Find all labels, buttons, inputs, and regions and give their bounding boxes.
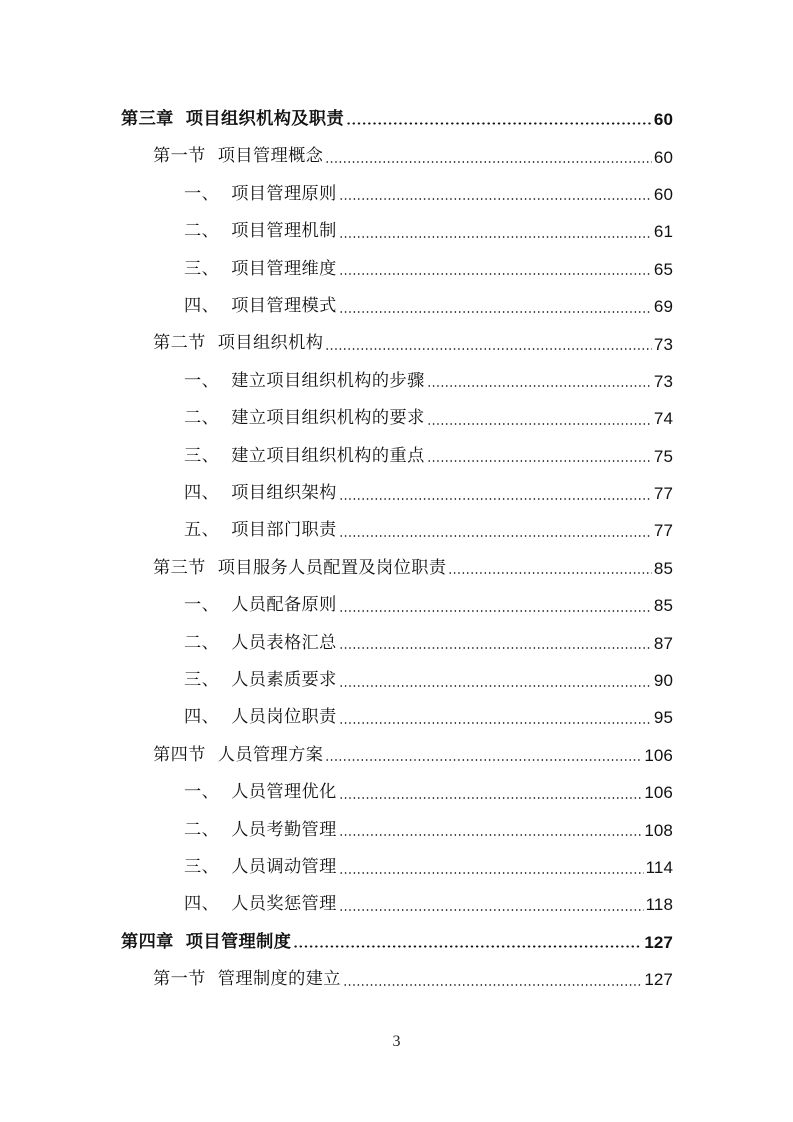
- toc-entry-page: 95: [653, 708, 673, 728]
- toc-entry-page: 75: [653, 446, 673, 466]
- toc-entry-page: 85: [653, 596, 673, 616]
- toc-entry-prefix: 三、: [184, 669, 220, 690]
- toc-dot-leader: [339, 311, 652, 313]
- toc-entry[interactable]: [121, 924, 673, 961]
- toc-entry-page: 118: [645, 895, 673, 915]
- toc-entry-text: [121, 111, 344, 128]
- toc-entry-title: 人员管理方案: [217, 744, 324, 765]
- toc-entry-text: [184, 632, 337, 653]
- toc-entry-text: [184, 784, 337, 801]
- toc-entry-page: 73: [653, 334, 673, 354]
- toc-entry-title: 人员管理优化: [231, 782, 337, 803]
- toc-entry-title: 项目部门职责: [231, 520, 337, 541]
- toc-dot-leader: [339, 647, 652, 649]
- toc-entry-text: [184, 522, 337, 539]
- toc-entry-prefix: 第一节: [153, 969, 206, 990]
- toc-dot-leader: [339, 236, 652, 238]
- toc-dot-leader: [339, 273, 652, 275]
- toc-dot-leader: [339, 872, 644, 874]
- toc-entry[interactable]: [121, 213, 673, 250]
- toc-entry-prefix: 第四章: [121, 931, 174, 952]
- toc-entry[interactable]: [121, 886, 673, 923]
- toc-dot-leader: [293, 945, 642, 948]
- toc-entry[interactable]: [121, 138, 673, 175]
- toc-entry-title: 项目服务人员配置及岗位职责: [217, 557, 447, 578]
- toc-entry-page: 127: [644, 932, 673, 952]
- toc-dot-leader: [427, 460, 652, 462]
- toc-entry[interactable]: [121, 624, 673, 661]
- toc-entry-page: 74: [653, 409, 673, 429]
- toc-dot-leader: [339, 498, 652, 500]
- toc-entry-prefix: 四、: [184, 483, 220, 503]
- toc-dot-leader: [343, 984, 642, 986]
- toc-entry-page: 77: [653, 484, 673, 504]
- toc-entry-text: [184, 819, 337, 840]
- page-number: 3: [392, 1033, 401, 1050]
- toc-dot-leader: [339, 909, 644, 911]
- toc-entry-title: 人员考勤管理: [231, 819, 337, 840]
- toc-entry-page: 60: [653, 147, 673, 167]
- toc-entry-title: 项目组织机构及职责: [185, 109, 345, 130]
- toc-entry-title: 项目组织机构: [217, 333, 324, 354]
- toc-entry[interactable]: [121, 662, 673, 699]
- toc-entry[interactable]: [121, 400, 673, 437]
- toc-entry-prefix: 第一节: [153, 146, 206, 167]
- toc-dot-leader: [339, 797, 643, 799]
- toc-entry-page: 77: [653, 521, 673, 541]
- toc-entry-text: [184, 223, 337, 240]
- toc-entry-prefix: 二、: [184, 819, 220, 840]
- toc-entry[interactable]: [121, 737, 673, 774]
- toc-dot-leader: [346, 122, 652, 125]
- toc-entry-title: 项目管理机制: [231, 221, 337, 242]
- toc-entry[interactable]: [121, 849, 673, 886]
- toc-dot-leader: [339, 535, 652, 537]
- toc-entry-page: 106: [644, 783, 673, 803]
- toc-entry-prefix: 二、: [184, 408, 220, 429]
- toc-entry-page: 108: [644, 820, 673, 840]
- toc-entry-title: 人员调动管理: [231, 856, 337, 877]
- toc-entry-page: 65: [653, 259, 673, 279]
- toc-entry-title: 项目管理原则: [231, 183, 337, 204]
- toc-entry-page: 85: [653, 558, 673, 578]
- toc-entry[interactable]: [121, 961, 673, 998]
- toc-entry-title: 项目管理模式: [231, 296, 337, 317]
- toc-entry-text: [184, 669, 337, 690]
- toc-entry-title: 人员素质要求: [231, 669, 337, 690]
- toc-entry-text: [184, 709, 337, 726]
- toc-entry-text: [184, 597, 337, 614]
- toc-entry[interactable]: [121, 288, 673, 325]
- toc-entry[interactable]: [121, 475, 673, 512]
- toc-entry-text: [153, 148, 323, 165]
- toc-entry-text: [184, 445, 425, 466]
- toc-entry-title: 人员配备原则: [231, 595, 337, 616]
- toc-entry-text: [184, 856, 337, 877]
- toc-entry-page: 73: [653, 371, 673, 391]
- toc-entry-text: [184, 258, 337, 279]
- toc-dot-leader: [339, 198, 652, 200]
- toc-dot-leader: [325, 759, 642, 761]
- toc-entry-text: [153, 744, 324, 765]
- toc-dot-leader: [448, 572, 651, 574]
- toc-entry[interactable]: [121, 325, 673, 362]
- toc-entry-prefix: 一、: [184, 370, 220, 391]
- toc-entry-text: [184, 298, 337, 315]
- toc-entry-prefix: 三、: [184, 445, 220, 466]
- toc-entry-title: 项目管理制度: [185, 931, 292, 952]
- toc-dot-leader: [339, 834, 643, 836]
- toc-entry-prefix: 一、: [184, 183, 220, 204]
- toc-entry-title: 人员表格汇总: [231, 632, 337, 653]
- toc-entry-title: 人员奖惩管理: [231, 894, 337, 915]
- toc-entry-text: [153, 335, 323, 352]
- toc-entry-prefix: 第四节: [153, 744, 206, 765]
- toc-entry-prefix: 三、: [184, 856, 220, 877]
- toc-entry-title: 建立项目组织机构的要求: [231, 408, 425, 429]
- toc-entry[interactable]: [121, 699, 673, 736]
- toc-entry-prefix: 五、: [184, 520, 220, 541]
- toc-entry-prefix: 三、: [184, 258, 220, 279]
- toc-entry-page: 114: [645, 858, 673, 877]
- toc-entry-title: 建立项目组织机构的重点: [231, 445, 425, 466]
- toc-entry-text: [121, 931, 292, 952]
- toc-entry-prefix: 第三节: [153, 557, 206, 578]
- toc-entry-text: [184, 896, 337, 913]
- toc-entry-page: 60: [653, 110, 673, 130]
- toc-dot-leader: [427, 385, 652, 387]
- toc-entry-title: 管理制度的建立: [217, 969, 341, 990]
- toc-entry-title: 人员岗位职责: [231, 707, 337, 728]
- toc-entry-prefix: 一、: [184, 782, 220, 803]
- toc-entry-text: [153, 971, 341, 988]
- toc-entry[interactable]: [121, 587, 673, 624]
- toc-entry[interactable]: [121, 101, 673, 138]
- toc-entry[interactable]: [121, 251, 673, 288]
- toc-entry-page: 69: [653, 297, 673, 317]
- toc-entry[interactable]: [121, 363, 673, 400]
- toc-entry-text: [184, 370, 425, 391]
- toc-entry-text: [153, 557, 447, 578]
- toc-entry-prefix: 四、: [184, 296, 220, 317]
- toc-dot-leader: [427, 423, 652, 425]
- toc-entry[interactable]: [121, 811, 673, 848]
- toc-entry-prefix: 二、: [184, 632, 220, 653]
- toc-entry-prefix: 四、: [184, 707, 220, 728]
- toc-entry-prefix: 四、: [184, 894, 220, 915]
- toc-entry-text: [184, 485, 337, 502]
- toc-entry-title: 项目管理概念: [217, 146, 324, 167]
- toc-entry[interactable]: [121, 550, 673, 587]
- toc-entry-page: 127: [644, 970, 673, 990]
- toc-entry-page: 87: [653, 633, 673, 653]
- toc-entry[interactable]: [121, 774, 673, 811]
- toc-entry-page: 106: [644, 745, 673, 765]
- toc-entry-title: 项目管理维度: [231, 258, 337, 279]
- toc-entry-page: 60: [653, 184, 673, 204]
- toc-dot-leader: [339, 685, 652, 687]
- toc-entry[interactable]: [121, 512, 673, 549]
- toc-entry-prefix: 第二节: [153, 333, 206, 354]
- toc-entry-text: [184, 183, 337, 204]
- toc-entry[interactable]: [121, 176, 673, 213]
- table-of-contents: [121, 101, 673, 998]
- toc-entry-prefix: 第三章: [121, 109, 174, 130]
- toc-entry-page: 61: [653, 222, 673, 242]
- toc-entry-text: [184, 410, 425, 427]
- toc-dot-leader: [325, 161, 652, 163]
- toc-entry-title: 项目组织架构: [231, 483, 337, 503]
- toc-dot-leader: [339, 610, 652, 612]
- toc-entry[interactable]: [121, 438, 673, 475]
- toc-dot-leader: [339, 722, 652, 724]
- toc-dot-leader: [325, 348, 652, 350]
- toc-entry-prefix: 一、: [184, 595, 220, 616]
- toc-entry-title: 建立项目组织机构的步骤: [231, 370, 425, 391]
- toc-entry-page: 90: [653, 671, 673, 691]
- toc-entry-prefix: 二、: [184, 221, 220, 242]
